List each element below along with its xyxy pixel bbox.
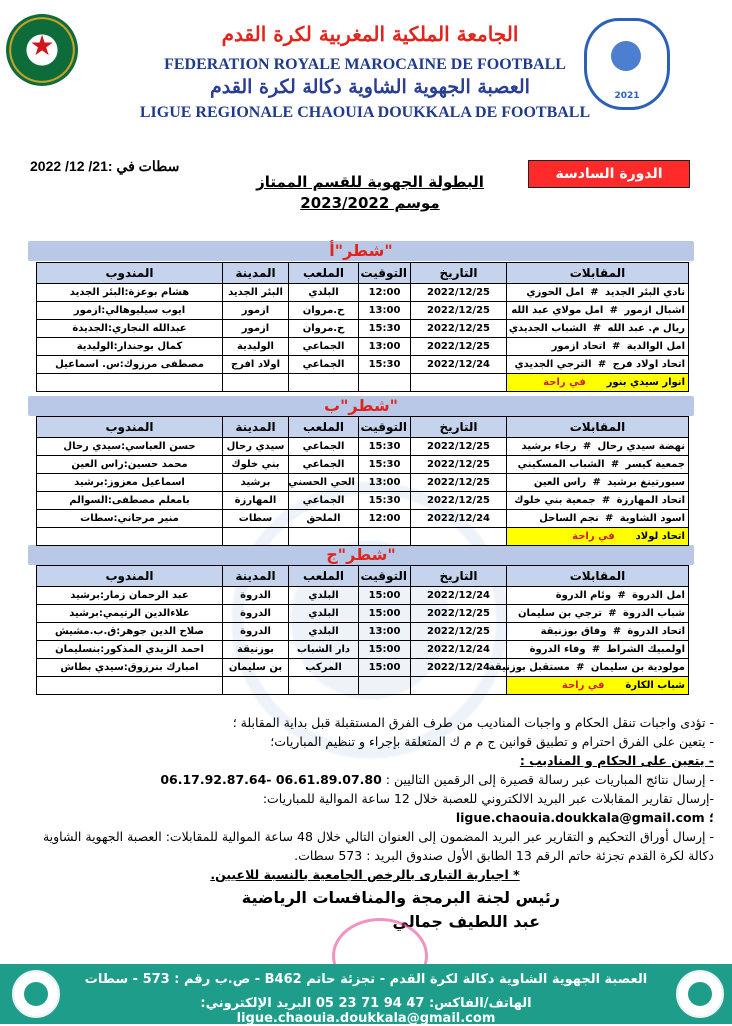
match-stadium: ح.مروان <box>289 302 359 320</box>
championship-title: البطولة الجهوية للقسم الممتاز <box>256 173 484 191</box>
away-team: ترجي بن سليمان <box>517 608 602 619</box>
match-city: البئر الجديد <box>223 284 289 302</box>
header-date: التاريخ <box>411 566 507 587</box>
empty-cell <box>223 677 289 695</box>
federation-title-fr: FEDERATION ROYALE MAROCAINE DE FOOTBALL <box>164 56 566 73</box>
emblem-icon <box>688 982 712 1006</box>
league-title-fr: LIGUE REGIONALE CHAOUIA DOUKKALA DE FOOTBALL <box>139 104 591 121</box>
rest-label: في راحة <box>543 377 586 388</box>
rest-label: في راحة <box>561 680 605 691</box>
home-team: امل الوالدية <box>626 341 685 352</box>
empty-cell <box>37 677 223 695</box>
table-row <box>37 641 689 659</box>
note-licences: * اجبارية التبارى بالرخص الجامعية بالنسبة للاعبين. <box>210 867 520 882</box>
home-team: امل الدروة <box>632 590 685 601</box>
table-row <box>37 474 689 492</box>
away-team: وفاء الدروة <box>529 644 586 655</box>
match-delegate: كمال بوجندار:الوليدية <box>37 338 223 356</box>
table-row <box>37 456 689 474</box>
note-reports-email: -إرسال تقارير المقابلات عبر البريد الالكتروني للعصبة خلال 12 ساعة الموالية للمباريات: <box>262 791 714 806</box>
match-cell <box>507 605 689 623</box>
home-team: شباب الدروة <box>622 608 685 619</box>
match-delegate: منير مرجاني:سطات <box>37 510 223 528</box>
match-city: الدروة <box>223 623 289 641</box>
match-stadium: الحي الحسني <box>289 474 359 492</box>
match-stadium: الجماعي <box>289 456 359 474</box>
table-row <box>37 587 689 605</box>
vs-separator: # <box>582 441 592 452</box>
signatory-name: عبد اللطيف جمالي <box>392 912 540 931</box>
match-time: 12:00 <box>359 284 411 302</box>
away-team: امل الحوزي <box>526 287 584 298</box>
away-team: مستقبل بوزنيقة <box>488 662 570 673</box>
header-matches: المقابلات <box>507 417 689 438</box>
league-title-ar: العصبة الجهوية الشاوية دكالة لكرة القدم <box>210 76 530 98</box>
away-team: الترجي الجديدي <box>514 359 592 370</box>
home-team: اتحاد المهارزة <box>616 495 685 506</box>
vs-separator: # <box>592 323 602 334</box>
empty-cell <box>359 677 411 695</box>
vs-separator: # <box>605 513 614 524</box>
empty-cell <box>37 374 223 392</box>
match-date: 2022/12/25 <box>411 474 507 492</box>
match-cell <box>507 456 689 474</box>
home-team: جمعية كيسر <box>625 459 685 470</box>
table-row <box>37 510 689 528</box>
match-stadium: الملحق <box>289 510 359 528</box>
match-delegate: عبد الرحمان زمار:برشيد <box>37 587 223 605</box>
match-time: 13:00 <box>359 623 411 641</box>
match-stadium: البلدي <box>289 605 359 623</box>
header-date: التاريخ <box>411 263 507 284</box>
league-logo-year: 2021 <box>614 91 640 101</box>
table-row <box>37 492 689 510</box>
vs-separator: # <box>610 459 620 470</box>
vs-separator: # <box>592 477 601 488</box>
vs-separator: # <box>576 662 585 673</box>
note-fees: - تؤدى واجبات تنقل الحكام و واجبات المناديب من طرف الفرق المستقبلة قبل بداية المقابلة ؛ <box>232 715 714 730</box>
group-a-band <box>28 241 694 261</box>
match-date: 2022/12/25 <box>411 623 507 641</box>
email-link[interactable]: ligue.chaouia.doukkala@gmail.com <box>455 810 705 825</box>
rest-row <box>37 528 689 546</box>
header-stadium: الملعب <box>289 566 359 587</box>
header-matches: المقابلات <box>507 263 689 284</box>
home-team: نهضة سيدي رحال <box>597 441 685 452</box>
footer-contact: الهاتف/الفاكس: 47 94 71 23 05 البريد الإلكتروني: ligue.chaouia.doukkala@gmail.com <box>200 996 532 1026</box>
table-row <box>37 659 689 677</box>
match-stadium: ح.مروان <box>289 320 359 338</box>
rest-cell <box>507 677 689 695</box>
match-stadium: دار الشباب <box>289 641 359 659</box>
match-time: 15:30 <box>359 356 411 374</box>
match-stadium: الجماعي <box>289 338 359 356</box>
phone-numbers: 06.17.92.87.64- 06.61.89.07.80 <box>160 772 382 787</box>
match-city: بني خلوك <box>223 456 289 474</box>
header-city: المدينة <box>223 417 289 438</box>
empty-cell <box>411 374 507 392</box>
match-cell <box>507 356 689 374</box>
rest-row <box>37 677 689 695</box>
away-team: جمعية بني خلوك <box>514 495 596 506</box>
match-city: برشيد <box>223 474 289 492</box>
match-stadium: البلدي <box>289 284 359 302</box>
header-time: التوقيت <box>359 417 411 438</box>
header-time: التوقيت <box>359 566 411 587</box>
match-date: 2022/12/25 <box>411 302 507 320</box>
home-team: سبورتينغ برشيد <box>607 477 685 488</box>
home-team: مولودية بن سليمان <box>590 662 685 673</box>
empty-cell <box>359 374 411 392</box>
empty-cell <box>223 374 289 392</box>
table-row <box>37 338 689 356</box>
empty-cell <box>411 528 507 546</box>
match-stadium: البلدي <box>289 623 359 641</box>
match-date: 2022/12/24 <box>411 587 507 605</box>
match-time: 13:00 <box>359 338 411 356</box>
match-cell <box>488 659 689 677</box>
note-results-text: - إرسال نتائج المباريات عبر رسالة قصيرة إلى الرقمين التاليين : <box>385 772 714 787</box>
rest-label: في راحة <box>572 531 615 542</box>
home-team: اسود الشاوية <box>619 513 685 524</box>
match-time: 15:30 <box>359 438 411 456</box>
away-team: رجاء برشيد <box>521 441 577 452</box>
away-team: وفاق بوزنيقة <box>540 626 607 637</box>
home-team: اتحاد الدروة <box>627 626 685 637</box>
table-header-row <box>37 566 689 587</box>
home-team: نادي البئر الجديد <box>604 287 685 298</box>
vs-separator: # <box>591 644 601 655</box>
match-delegate: صلاح الدين جوهر:ق.ب.مشيش <box>37 623 223 641</box>
table-row <box>37 605 689 623</box>
match-delegate: مصطفى مرزوك:س. اسماعيل <box>37 356 223 374</box>
match-cell <box>507 623 689 641</box>
vs-separator: # <box>590 287 599 298</box>
table-header-row <box>37 263 689 284</box>
table-row <box>37 320 689 338</box>
rest-cell <box>507 374 689 392</box>
empty-cell <box>37 528 223 546</box>
table-row <box>37 438 689 456</box>
empty-cell <box>223 528 289 546</box>
vs-separator: # <box>609 305 619 316</box>
match-cell <box>507 320 689 338</box>
match-stadium: الجماعي <box>289 438 359 456</box>
match-time: 15:30 <box>359 492 411 510</box>
note-mail-address: - إرسال أوراق التحكيم و التقارير عبر البريد المضمون إلى العنوان التالي خلال 48 ساعة الموالية للمقابلات: العصبة الجهوية الشاوية دكالة لكرة القدم تجزئة حاتم الرقم 13 الطابق الأول صندوق البريد : 573 سطات. <box>42 829 714 863</box>
note-results-sms <box>16 770 714 789</box>
vs-separator: # <box>597 359 607 370</box>
rest-team: شباب الكارة <box>625 680 685 691</box>
match-delegate: هشام بوعزة:البئر الجديد <box>37 284 223 302</box>
group-b-band <box>28 396 694 416</box>
header-delegate: المندوب <box>37 417 223 438</box>
vs-separator: # <box>612 626 622 637</box>
match-city: سيدي رحال <box>223 438 289 456</box>
match-delegate: اسماعيل معزوز:برشيد <box>37 474 223 492</box>
match-city: الدروة <box>223 587 289 605</box>
match-delegate: ايوب سيليوهالي:ازمور <box>37 302 223 320</box>
match-city: الوليدية <box>223 338 289 356</box>
vs-separator: # <box>612 341 621 352</box>
match-stadium: الجماعي <box>289 492 359 510</box>
match-city: بوزنيقة <box>223 641 289 659</box>
match-date: 2022/12/25 <box>411 456 507 474</box>
header-city: المدينة <box>223 566 289 587</box>
match-delegate: بامعلم مصطفى:السوالم <box>37 492 223 510</box>
match-date: 2022/12/24 <box>411 510 507 528</box>
away-team: راس العين <box>533 477 587 488</box>
header-matches: المقابلات <box>507 566 689 587</box>
empty-cell <box>359 528 411 546</box>
match-time: 13:00 <box>359 302 411 320</box>
table-row <box>37 356 689 374</box>
home-team: اشبال ازمور <box>624 305 685 316</box>
match-cell <box>507 284 689 302</box>
match-date: 2022/12/25 <box>411 320 507 338</box>
signatory-title: رئيس لجنة البرمجة والمنافسات الرياضية <box>241 888 560 907</box>
season-title: موسم 2023/2022 <box>300 194 440 212</box>
empty-cell <box>411 677 507 695</box>
note-officials-heading: - يتعين على الحكام و المناديب : <box>519 753 714 768</box>
match-city: بن سليمان <box>223 659 289 677</box>
match-city: الدروة <box>223 605 289 623</box>
round-badge: الدورة السادسة <box>528 160 690 188</box>
table-header-row <box>37 417 689 438</box>
header-city: المدينة <box>223 263 289 284</box>
footer-address: العصبة الجهوية الشاوية دكالة لكرة القدم - تجزئة حاتم B462 - ص.ب رقم : 573 - سطات <box>84 972 648 987</box>
match-date: 2022/12/25 <box>411 492 507 510</box>
email-address: ؛ ligue.chaouia.doukkala@gmail.com <box>455 810 714 825</box>
match-date: 2022/12/25 <box>411 605 507 623</box>
match-time: 15:30 <box>359 320 411 338</box>
match-cell <box>507 474 689 492</box>
header-delegate: المندوب <box>37 263 223 284</box>
match-cell <box>507 492 689 510</box>
match-time: 15:00 <box>359 587 411 605</box>
match-date: 2022/12/25 <box>411 438 507 456</box>
match-city: ازمور <box>223 302 289 320</box>
vs-separator: # <box>608 608 617 619</box>
match-city: ازمور <box>223 320 289 338</box>
match-city: اولاد افرج <box>223 356 289 374</box>
match-time: 15:00 <box>359 659 411 677</box>
group-b-table <box>36 416 689 546</box>
away-team: اتحاد ازمور <box>551 341 606 352</box>
table-row <box>37 284 689 302</box>
match-date: 2022/12/24 <box>411 659 507 677</box>
home-team: اتحاد اولاد فرج <box>612 359 685 370</box>
group-c-label: شطر"ج" <box>326 545 396 564</box>
match-stadium: البلدي <box>289 587 359 605</box>
rest-team: انوار سيدي بنور <box>606 377 685 388</box>
match-time: 13:00 <box>359 474 411 492</box>
header-stadium: الملعب <box>289 263 359 284</box>
group-c-band <box>28 545 694 565</box>
away-team: وئام الدروة <box>555 590 612 601</box>
empty-cell <box>289 528 359 546</box>
match-city: المهارزة <box>223 492 289 510</box>
match-cell <box>507 338 689 356</box>
match-time: 12:00 <box>359 510 411 528</box>
group-b-label: شطر"ب" <box>323 396 399 415</box>
away-team: الشباب المسكيني <box>517 459 605 470</box>
match-date: 2022/12/25 <box>411 284 507 302</box>
table-row <box>37 623 689 641</box>
match-delegate: عبدالله النجاري:الجديدة <box>37 320 223 338</box>
match-cell <box>507 587 689 605</box>
group-a-label: شطر"أ" <box>329 241 393 260</box>
match-time: 15:00 <box>359 605 411 623</box>
group-c-table <box>36 565 689 695</box>
away-team: الشباب الجديدي <box>508 323 587 334</box>
match-delegate: محمد حسين:راس العين <box>37 456 223 474</box>
away-team: نجم الساحل <box>539 513 599 524</box>
emblem-icon <box>24 982 48 1006</box>
header-date: التاريخ <box>411 417 507 438</box>
match-cell <box>507 510 689 528</box>
table-row <box>37 302 689 320</box>
match-delegate: احمد الزيدي المذكور:بنسليمان <box>37 641 223 659</box>
match-delegate: امبارك بنرزوق:سيدي بطاش <box>37 659 223 677</box>
issue-date: سطات في :21/ 12/ 2022 <box>30 158 180 174</box>
notes-section <box>16 713 714 884</box>
group-a-table <box>36 262 689 392</box>
match-stadium: المركب <box>289 659 359 677</box>
frmf-logo <box>6 14 78 86</box>
match-cell <box>507 302 689 320</box>
match-delegate: علاءالدين الرتيمي:برشيد <box>37 605 223 623</box>
home-team: اولمبيك الشراط <box>606 644 685 655</box>
match-city: سطات <box>223 510 289 528</box>
vs-separator: # <box>601 495 611 506</box>
header-delegate: المندوب <box>37 566 223 587</box>
match-date: 2022/12/25 <box>411 338 507 356</box>
note-rules: - يتعين على الفرق احترام و تطبيق قوانين ج م م ك المتعلقة بإجراء و تنظيم المباريات؛ <box>270 734 714 749</box>
header-time: التوقيت <box>359 263 411 284</box>
match-stadium: الجماعي <box>289 356 359 374</box>
match-time: 15:00 <box>359 641 411 659</box>
away-team: امل مولاي عبد الله <box>511 305 604 316</box>
home-team: ريال م. عبد الله <box>607 323 685 334</box>
vs-separator: # <box>617 590 626 601</box>
header-stadium: الملعب <box>289 417 359 438</box>
rest-cell <box>507 528 689 546</box>
footer-logo-left <box>12 970 60 1018</box>
rest-row <box>37 374 689 392</box>
federation-title-ar: الجامعة الملكية المغربية لكرة القدم <box>221 22 519 46</box>
empty-cell <box>289 374 359 392</box>
footer-logo-right <box>676 970 724 1018</box>
star-icon: ★ <box>29 29 55 62</box>
match-delegate: حسن العباسي:سيدي رحال <box>37 438 223 456</box>
match-date: 2022/12/24 <box>411 641 507 659</box>
match-date: 2022/12/24 <box>411 356 507 374</box>
match-time: 15:30 <box>359 456 411 474</box>
match-cell <box>507 438 689 456</box>
match-cell <box>507 641 689 659</box>
empty-cell <box>289 677 359 695</box>
rest-team: اتحاد لولاد <box>635 531 685 542</box>
football-icon <box>611 41 641 71</box>
